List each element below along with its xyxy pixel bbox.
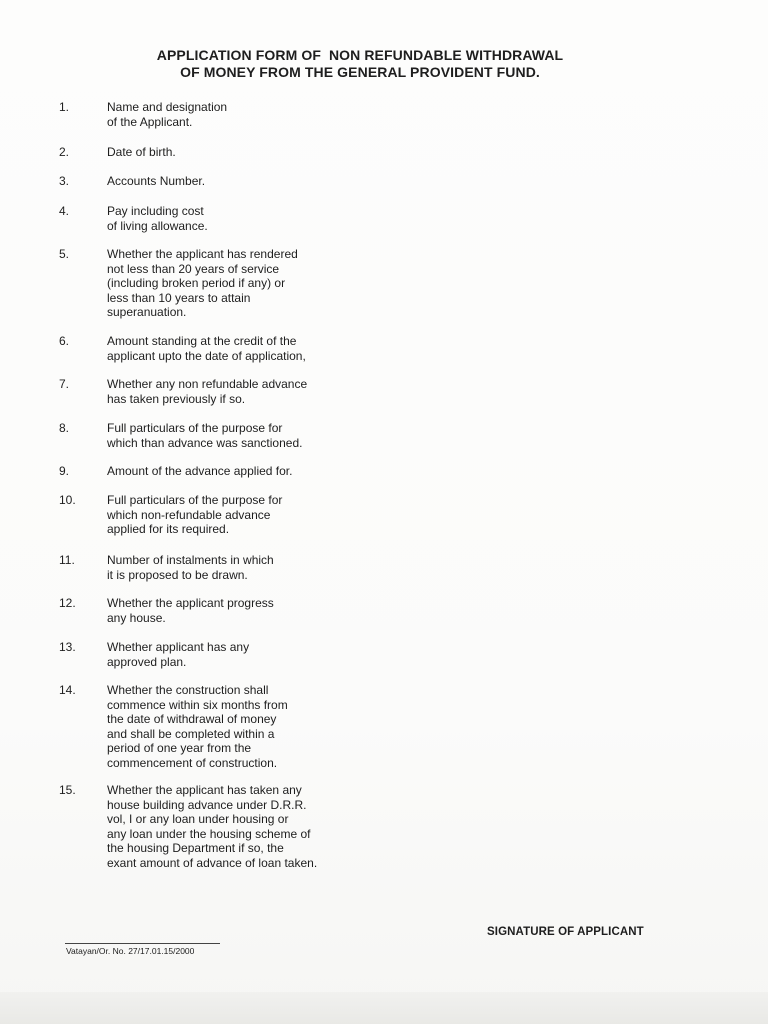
item-number: 11.	[59, 553, 75, 567]
item-text: Number of instalments in which it is proposed to be drawn.	[107, 553, 274, 582]
item-text: Whether any non refundable advance has taken previously if so.	[107, 377, 308, 406]
reference-note: Vatayan/Or. No. 27/17.01.15/2000	[66, 946, 195, 956]
item-number: 14.	[59, 683, 76, 697]
item-number: 6.	[59, 334, 70, 348]
item-number: 8.	[59, 421, 70, 435]
item-number: 9.	[59, 464, 70, 478]
item-text: Pay including cost of living allowance.	[107, 204, 208, 233]
signature-label: SIGNATURE OF APPLICANT	[487, 926, 644, 938]
item-text: Accounts Number.	[107, 174, 206, 188]
item-number: 13.	[59, 640, 76, 654]
form-title	[60, 47, 660, 81]
item-number: 10.	[59, 493, 76, 507]
item-text: Date of birth.	[107, 145, 176, 159]
item-text: Full particulars of the purpose for which than advance was sanctioned.	[107, 421, 303, 450]
item-text: Whether applicant has any approved plan.	[107, 640, 250, 669]
item-text: Whether the construction shall commence within six months from the date of withdrawal of money and shall be completed within a period of one year from the commencement of construction.	[107, 683, 288, 770]
item-number: 12.	[59, 596, 76, 610]
form-title-line-1: APPLICATION FORM OF NON REFUNDABLE WITHDRAWAL	[156, 47, 564, 63]
item-text: Whether the applicant has taken any house building advance under D.R.R. vol, I or any loan under housing or any loan under the housing scheme of the housing Department if so, the exant amount of advance of loan taken.	[107, 783, 318, 870]
paper-fold-edge	[0, 992, 768, 1024]
item-number: 1.	[59, 100, 70, 114]
item-text: Amount standing at the credit of the applicant upto the date of application,	[107, 334, 306, 363]
reference-rule	[65, 943, 220, 944]
item-text: Full particulars of the purpose for which non-refundable advance applied for its required.	[107, 493, 283, 536]
item-text: Name and designation of the Applicant.	[107, 100, 228, 129]
item-number: 4.	[59, 204, 70, 218]
item-number: 3.	[59, 174, 70, 188]
item-number: 5.	[59, 247, 70, 261]
item-text: Whether the applicant has rendered not less than 20 years of service (including broken period if any) or less than 10 years to attain superanuation.	[107, 247, 298, 319]
form-title-line-2: OF MONEY FROM THE GENERAL PROVIDENT FUND.	[180, 64, 540, 80]
item-number: 15.	[59, 783, 76, 797]
item-text: Amount of the advance applied for.	[107, 464, 293, 478]
item-number: 2.	[59, 145, 70, 159]
item-text: Whether the applicant progress any house.	[107, 596, 274, 625]
item-number: 7.	[59, 377, 70, 391]
